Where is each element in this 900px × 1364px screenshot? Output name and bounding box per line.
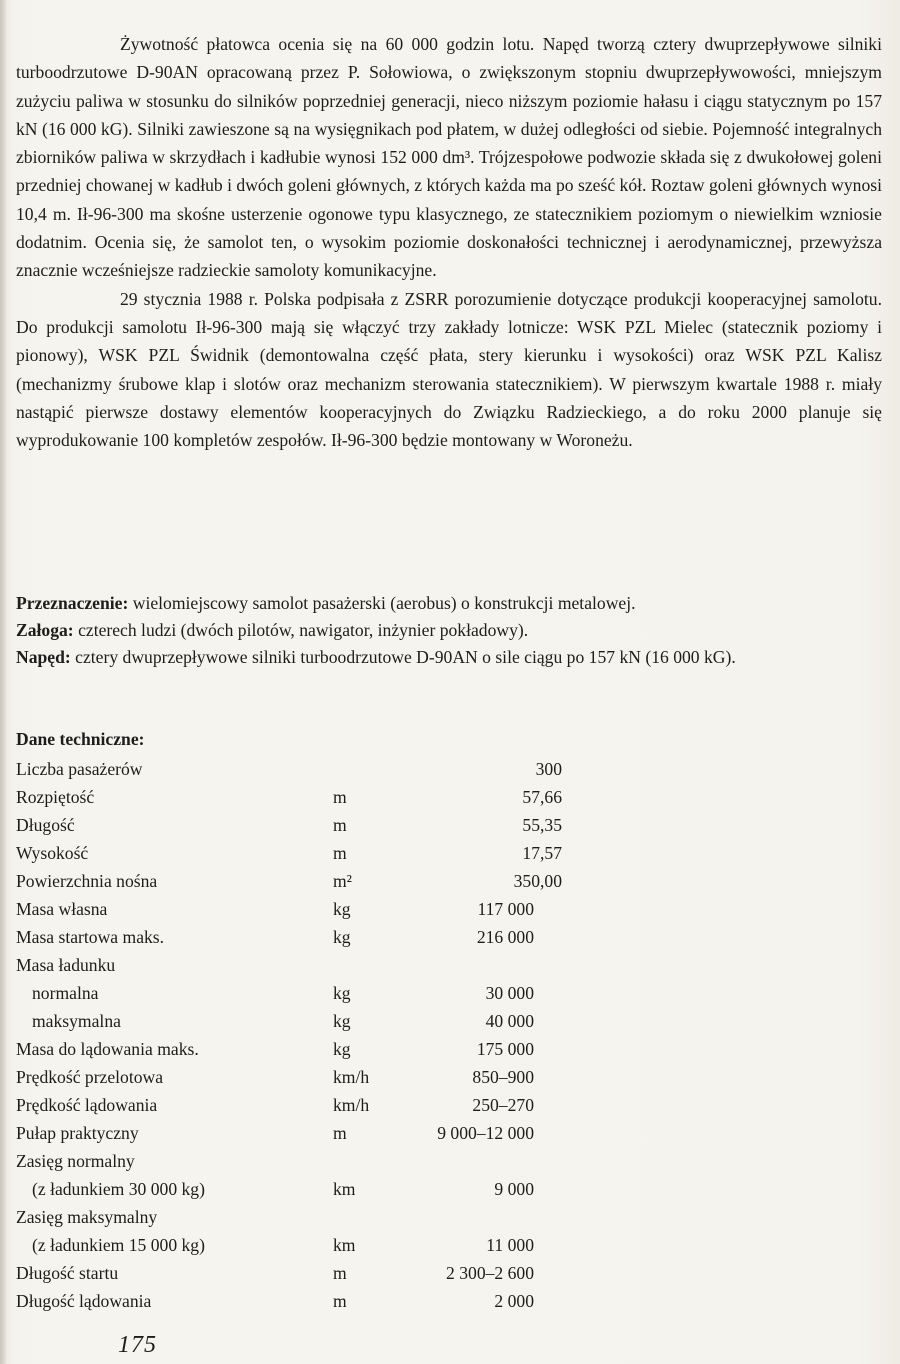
spec-unit: m [333,787,347,807]
spec-value: 9 000 [494,1179,534,1199]
crew-label: Załoga: [16,620,74,640]
spec-label: Liczba pasażerów [16,759,143,779]
spec-value: 55,35 [522,815,562,835]
spec-row [16,811,616,839]
spec-value: 350,00 [513,871,562,891]
spec-row [16,923,616,951]
spec-row [16,1007,616,1035]
spec-label: Powierzchnia nośna [16,871,158,891]
spec-unit: km [333,1235,356,1255]
spec-row [16,1287,616,1315]
spec-label: Masa startowa maks. [16,927,165,947]
engine-text: cztery dwuprzepływowe silniki turboodrzutowe D-90AN o sile ciągu po 157 kN (16 000 kG). [70,647,736,667]
spec-row [16,979,616,1007]
spec-unit: km [333,1179,356,1199]
spec-row [16,1035,616,1063]
spec-row [16,1147,616,1175]
spec-row [16,1259,616,1287]
spec-row [16,755,616,783]
spec-unit: m [333,815,347,835]
spec-row [16,867,616,895]
spec-label: Rozpiętość [16,787,95,807]
engine-line [16,644,882,671]
spec-unit: kg [333,899,351,919]
spec-value: 300 [535,759,562,779]
spec-label: Masa do lądowania maks. [16,1039,199,1059]
spec-unit: m [333,1263,347,1283]
body-text [16,30,882,454]
purpose-line [16,590,882,617]
spec-label: Masa ładunku [16,955,116,975]
engine-label: Napęd: [16,647,71,667]
spec-label: Długość lądowania [16,1291,152,1311]
spec-label: Masa własna [16,899,108,919]
spec-value: 40 000 [485,1011,534,1031]
spec-label: Długość startu [16,1263,119,1283]
spec-label: (z ładunkiem 15 000 kg) [32,1235,205,1255]
spec-row [16,951,616,979]
spec-value: 57,66 [522,787,562,807]
spec-unit: m² [333,871,352,891]
spec-label: maksymalna [32,1011,121,1031]
spec-row [16,1119,616,1147]
spec-unit: kg [333,1011,351,1031]
crew-text: czterech ludzi (dwóch pilotów, nawigator, inżynier pokładowy). [73,620,529,640]
purpose-label: Przeznaczenie: [16,593,129,613]
spec-row [16,783,616,811]
spec-row [16,839,616,867]
spec-unit: kg [333,927,351,947]
spec-value: 9 000–12 000 [437,1123,534,1143]
spec-unit: m [333,843,347,863]
specs-table [16,755,616,1315]
crew-line [16,617,882,644]
spec-value: 117 000 [477,899,534,919]
spec-value: 11 000 [486,1235,534,1255]
purpose-text: wielomiejscowy samolot pasażerski (aerobus) o konstrukcji metalowej. [128,593,636,613]
spec-unit: m [333,1123,347,1143]
spec-label: (z ładunkiem 30 000 kg) [32,1179,205,1199]
aircraft-summary [16,590,882,671]
spec-unit: kg [333,983,351,1003]
spec-row [16,895,616,923]
spec-value: 250–270 [472,1095,534,1115]
paragraph-cooperation: 29 stycznia 1988 r. Polska podpisała z ZSRR porozumienie dotyczące produkcji kooperacyjnej samolotu. Do produkcji samolotu Ił-96-300 mają się włączyć trzy zakłady lotnicze: WSK PZL Mielec (statecznik poziomy i pionowy), WSK PZL Świdnik (demontowalna część płata, stery kierunku i wysokości) oraz WSK PZL Kalisz (mechanizmy śrubowe klap i slotów oraz mechanizm sterowania statecznikiem). W pierwszym kwartale 1988 r. miały nastąpić pierwsze dostawy elementów kooperacyjnych do Związku Radzieckiego, a do roku 2000 planuje się wyprodukowanie 100 kompletów zespołów. Ił-96-300 będzie montowany w Woroneżu. [16,288,882,451]
spec-value: 175 000 [476,1039,534,1059]
spec-value: 2 300–2 600 [446,1263,534,1283]
spec-value: 30 000 [485,983,534,1003]
spec-label: normalna [32,983,99,1003]
spec-value: 850–900 [472,1067,534,1087]
spec-unit: m [333,1291,347,1311]
page-number: 175 [118,1332,157,1358]
specs-heading: Dane techniczne: [16,729,145,749]
spec-value: 216 000 [476,927,534,947]
spec-label: Zasięg normalny [16,1151,135,1171]
spec-value: 2 000 [494,1291,534,1311]
page-spine-shadow [0,0,6,1364]
spec-row [16,1091,616,1119]
spec-label: Wysokość [16,843,89,863]
spec-label: Pułap praktyczny [16,1123,139,1143]
spec-row [16,1231,616,1259]
spec-label: Zasięg maksymalny [16,1207,158,1227]
spec-row [16,1203,616,1231]
spec-row [16,1063,616,1091]
spec-label: Długość [16,815,75,835]
spec-unit: kg [333,1039,351,1059]
spec-label: Prędkość lądowania [16,1095,158,1115]
spec-value: 17,57 [522,843,562,863]
spec-label: Prędkość przelotowa [16,1067,164,1087]
spec-row [16,1175,616,1203]
paragraph-airframe: Żywotność płatowca ocenia się na 60 000 godzin lotu. Napęd tworzą cztery dwuprzepływowe silniki turboodrzutowe D-90AN opracowaną przez P. Sołowiowa, o zwiększonym stopniu dwuprzepływowości, mniejszym zużyciu paliwa w stosunku do silników poprzedniej generacji, nieco niższym poziomie hałasu i ciągu statycznym po 157 kN (16 000 kG). Silniki zawieszone są na wysięgnikach pod płatem, w dużej odległości od siebie. Pojemność integralnych zbiorników paliwa w skrzydłach i kadłubie wynosi 152 000 dm³. Trójzespołowe podwozie składa się z dwukołowej goleni przedniej chowanej w kadłub i dwóch goleni głównych, z których każda ma po sześć kół. Roztaw goleni głównych wynosi 10,4 m. Ił-96-300 ma skośne usterzenie ogonowe typu klasycznego, ze statecznikiem poziomym o niewielkim wzniosie dodatnim. Ocenia się, że samolot ten, o wysokim poziomie doskonałości technicznej i aerodynamicznej, przewyższa znacznie wcześniejsze radzieckie samoloty komunikacyjne. [16,34,882,281]
spec-unit: km/h [333,1067,370,1087]
spec-unit: km/h [333,1095,370,1115]
